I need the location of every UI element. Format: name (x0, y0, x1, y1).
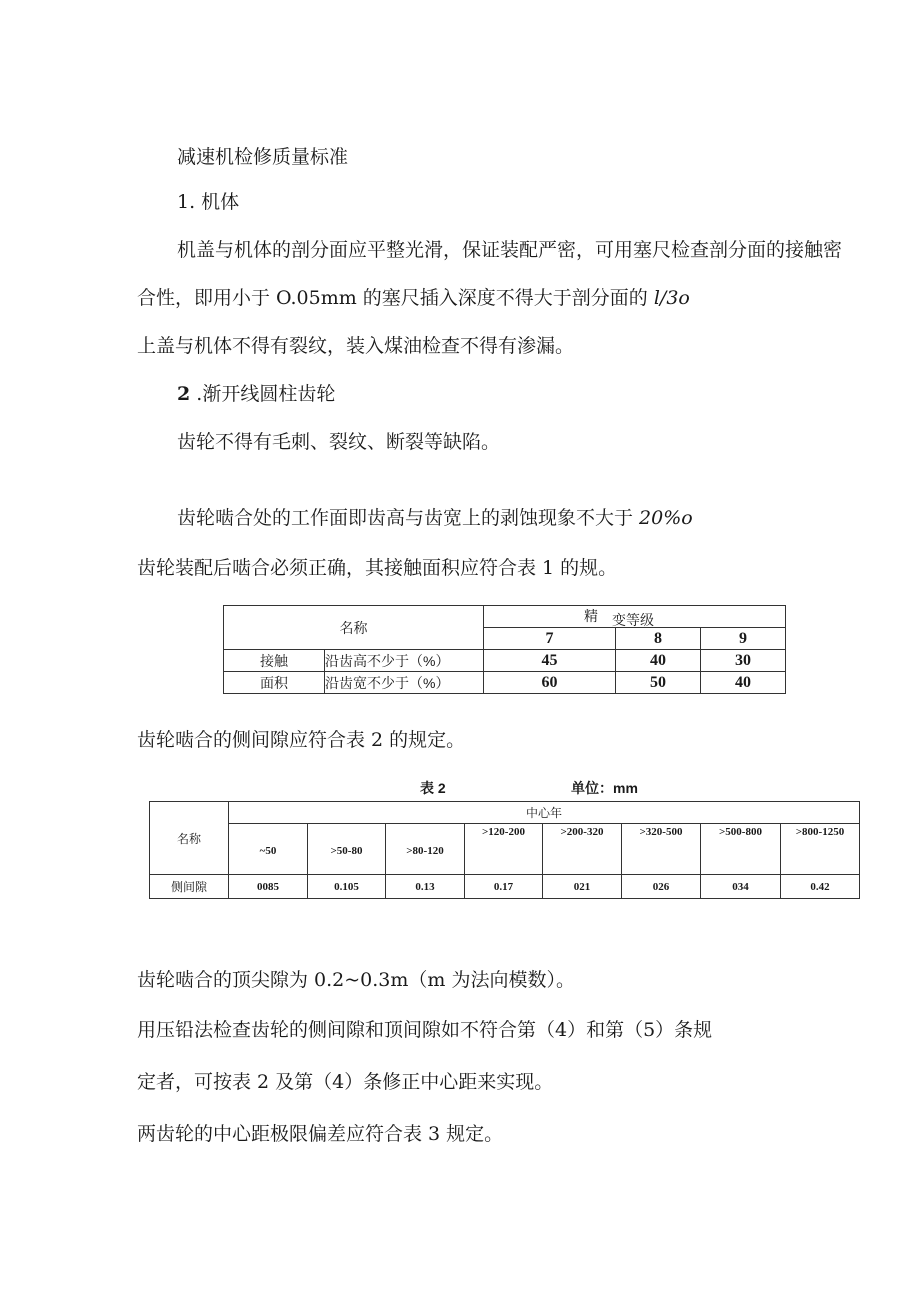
section-2-heading (177, 382, 335, 406)
section-2-para-1: 齿轮不得有毛刺、裂纹、断裂等缺陷。 (177, 431, 501, 453)
document-title: 减速机检修质量标准 (177, 146, 349, 168)
table-2-value: 0.42 (781, 875, 860, 899)
table-2 (149, 801, 860, 899)
table-2-name-header: 名称 (150, 802, 229, 875)
after-para-3: 定者，可按表 2 及第（4）条修正中心距来实现。 (137, 1071, 554, 1093)
section-2-para-2 (177, 506, 693, 530)
table-1-row-2-label-a: 面积 (224, 672, 325, 694)
section-2-para-4: 齿轮啮合的侧间隙应符合表 2 的规定。 (137, 729, 466, 751)
section-2-percent: 20%o (639, 507, 693, 529)
table-1-row-1-label-b: 沿齿高不少于（%） (325, 650, 484, 672)
table-2-value: 0085 (229, 875, 308, 899)
table-1-row-2-value-8: 50 (616, 672, 701, 694)
table-2-range: >120-200 (465, 824, 543, 875)
table-2-value: 0.13 (386, 875, 465, 899)
table-2-value: 034 (701, 875, 781, 899)
table-1-row-2-value-7: 60 (484, 672, 616, 694)
table-2-value: 021 (543, 875, 622, 899)
table-2-range: >80-120 (386, 824, 465, 875)
table-1-row-2-value-9: 40 (701, 672, 786, 694)
after-para-2: 用压铅法检查齿轮的侧间隙和顶间隙如不符合第（4）和第（5）条规 (137, 1019, 713, 1041)
table-1-grade-header-b: 变等级 (612, 612, 654, 628)
section-1-heading: 1. 机体 (177, 191, 240, 213)
section-2-para-2-text: 齿轮啮合处的工作面即齿高与齿宽上的剥蚀现象不大于 (177, 507, 640, 529)
table-1-grade-7: 7 (484, 628, 616, 650)
section-1-para-1-line-1: 机盖与机体的剖分面应平整光滑，保证装配严密，可用塞尺检查剖分面的接触密 (177, 239, 843, 261)
section-1-para-2: 上盖与机体不得有裂纹，装入煤油检查不得有渗漏。 (137, 335, 575, 357)
table-2-center-header: 中心年 (229, 802, 860, 824)
table-2-row-label: 侧间隙 (150, 875, 229, 899)
after-para-1: 齿轮啮合的顶尖隙为 0.2~0.3m（m 为法向模数）。 (137, 969, 575, 991)
table-2-range: >320-500 (622, 824, 701, 875)
table-2-range: >200-320 (543, 824, 622, 875)
section-1-fraction: l/3o (653, 287, 690, 309)
table-1-row-1-value-8: 40 (616, 650, 701, 672)
table-1-row-1-label-a: 接触 (224, 650, 325, 672)
table-2-range: >500-800 (701, 824, 781, 875)
table-1-grade-9: 9 (701, 628, 786, 650)
table-2-unit: 单位：mm (571, 780, 638, 796)
table-2-caption: 表 2 (420, 780, 446, 796)
table-1-row-1-value-7: 45 (484, 650, 616, 672)
table-2-range: >50-80 (308, 824, 386, 875)
table-1-grade-header (484, 606, 786, 628)
table-1-name-header: 名称 (224, 606, 484, 650)
table-2-range: >800-1250 (781, 824, 860, 875)
section-1-para-1-line-2 (137, 286, 690, 310)
table-1 (223, 605, 786, 694)
section-2-heading-text: .渐开线圆柱齿轮 (190, 383, 336, 405)
table-1-row-1-value-9: 30 (701, 650, 786, 672)
table-2-value: 0.17 (465, 875, 543, 899)
table-2-range: ~50 (229, 824, 308, 875)
section-1-para-1-line-2-text: 合性，即用小于 O.05mm 的塞尺插入深度不得大于剖分面的 (137, 287, 654, 309)
table-1-row-2-label-b: 沿齿宽不少于（%） (325, 672, 484, 694)
section-2-para-3: 齿轮装配后啮合必须正确，其接触面积应符合表 1 的规。 (137, 557, 618, 579)
table-1-grade-8: 8 (616, 628, 701, 650)
table-2-value: 026 (622, 875, 701, 899)
table-2-value: 0.105 (308, 875, 386, 899)
table-1-grade-header-a: 精 (584, 608, 598, 624)
section-2-heading-number: 2 (177, 383, 191, 405)
after-para-4: 两齿轮的中心距极限偏差应符合表 3 规定。 (137, 1123, 504, 1145)
